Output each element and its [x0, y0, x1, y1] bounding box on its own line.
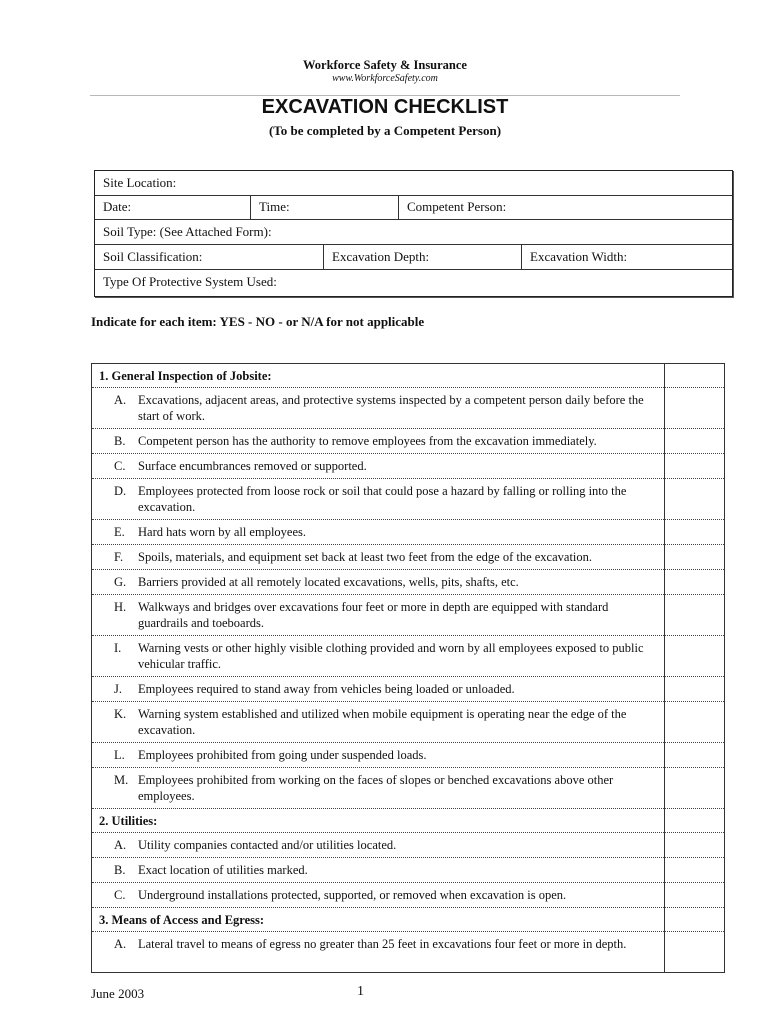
item-letter: E.: [114, 525, 125, 539]
checklist-item: [92, 743, 664, 768]
protective-system-row: [95, 270, 732, 296]
checklist-item: [92, 833, 664, 858]
checklist-item: [92, 636, 664, 677]
section-title: 1. General Inspection of Jobsite:: [99, 369, 272, 383]
section-title: 2. Utilities:: [99, 814, 158, 828]
date-time-row: [95, 195, 732, 220]
checklist-item: [92, 454, 664, 479]
site-location-row: [95, 171, 732, 196]
item-text: Warning system established and utilized when mobile equipment is operating near the edge of the excavation.: [138, 707, 627, 737]
soil-classification-field[interactable]: Soil Classification:: [103, 249, 203, 264]
organization-name: Workforce Safety & Insurance: [303, 58, 467, 72]
checklist-item: [92, 595, 664, 636]
item-text: Utility companies contacted and/or utilities located.: [138, 838, 397, 852]
checklist-item: [92, 858, 664, 883]
protective-system-field[interactable]: Type Of Protective System Used:: [103, 274, 277, 289]
excavation-width-field[interactable]: Excavation Width:: [521, 245, 732, 269]
answer-cell[interactable]: [664, 932, 724, 973]
item-text: Warning vests or other highly visible clothing provided and worn by all employees exposed to public vehicular traffic.: [138, 641, 644, 671]
answer-cell[interactable]: [664, 545, 724, 570]
item-letter: C.: [114, 888, 126, 902]
item-text: Employees prohibited from working on the faces of slopes or benched excavations above other employees.: [138, 773, 614, 803]
answer-cell[interactable]: [664, 768, 724, 809]
competent-person-field[interactable]: Competent Person:: [398, 195, 732, 219]
item-letter: I.: [114, 641, 122, 655]
date-field[interactable]: Date:: [103, 199, 132, 214]
checklist-item: [92, 570, 664, 595]
answer-cell[interactable]: [664, 702, 724, 743]
item-text: Exact location of utilities marked.: [138, 863, 308, 877]
site-location-field[interactable]: Site Location:: [103, 175, 177, 190]
item-text: Hard hats worn by all employees.: [138, 525, 307, 539]
answer-cell[interactable]: [664, 858, 724, 883]
item-text: Competent person has the authority to remove employees from the excavation immediately.: [138, 434, 597, 448]
answer-cell[interactable]: [664, 833, 724, 858]
item-letter: A.: [114, 393, 127, 407]
item-text: Employees prohibited from going under suspended loads.: [138, 748, 427, 762]
soil-type-row: [95, 220, 732, 245]
item-text: Walkways and bridges over excavations four feet or more in depth are equipped with standard guardrails and toeboards.: [138, 600, 609, 630]
item-letter: L.: [114, 748, 125, 762]
item-text: Excavations, adjacent areas, and protective systems inspected by a competent person daily before the start of work.: [138, 393, 644, 423]
item-letter: M.: [114, 773, 129, 787]
section-answer-cell: [664, 364, 724, 388]
section-heading: [92, 364, 664, 388]
item-letter: G.: [114, 575, 127, 589]
checklist-table: [91, 363, 725, 973]
answer-cell[interactable]: [664, 743, 724, 768]
answer-cell[interactable]: [664, 479, 724, 520]
checklist-item: [92, 702, 664, 743]
excavation-depth-field[interactable]: Excavation Depth:: [323, 245, 521, 269]
item-text: Surface encumbrances removed or supported.: [138, 459, 367, 473]
item-letter: D.: [114, 484, 127, 498]
item-letter: A.: [114, 838, 127, 852]
answer-cell[interactable]: [664, 636, 724, 677]
instruction-text: Indicate for each item: YES - NO - or N/A for not applicable: [91, 314, 425, 329]
section-heading: [92, 908, 664, 932]
page-subtitle: (To be completed by a Competent Person): [268, 123, 502, 138]
item-letter: B.: [114, 434, 126, 448]
checklist-item: [92, 388, 664, 429]
answer-cell[interactable]: [664, 520, 724, 545]
item-text: Employees protected from loose rock or soil that could pose a hazard by falling or rolling into the excavation.: [138, 484, 627, 514]
item-text: Spoils, materials, and equipment set back at least two feet from the edge of the excavation.: [138, 550, 593, 564]
item-text: Employees required to stand away from vehicles being loaded or unloaded.: [138, 682, 515, 696]
soil-classification-row: [95, 245, 732, 270]
answer-cell[interactable]: [664, 429, 724, 454]
section-answer-cell: [664, 908, 724, 932]
checklist-item: [92, 545, 664, 570]
checklist-item: [92, 932, 664, 973]
organization-url[interactable]: www.WorkforceSafety.com: [332, 73, 438, 84]
item-letter: J.: [114, 682, 122, 696]
item-text: Barriers provided at all remotely located excavations, wells, pits, shafts, etc.: [138, 575, 519, 589]
section-answer-cell: [664, 809, 724, 833]
item-letter: F.: [114, 550, 124, 564]
answer-cell[interactable]: [664, 454, 724, 479]
site-info-table: [94, 170, 733, 297]
checklist-item: [92, 479, 664, 520]
page-title: EXCAVATION CHECKLIST: [261, 96, 509, 118]
item-text: Lateral travel to means of egress no greater than 25 feet in excavations four feet or more in depth.: [138, 937, 627, 951]
time-field[interactable]: Time:: [250, 195, 398, 219]
checklist-item: [92, 429, 664, 454]
item-letter: H.: [114, 600, 127, 614]
checklist-item: [92, 768, 664, 809]
answer-cell[interactable]: [664, 595, 724, 636]
answer-cell[interactable]: [664, 388, 724, 429]
section-title: 3. Means of Access and Egress:: [99, 913, 265, 927]
checklist-item: [92, 677, 664, 702]
answer-cell[interactable]: [664, 883, 724, 908]
page-number: 1: [357, 984, 364, 999]
item-letter: C.: [114, 459, 126, 473]
answer-cell[interactable]: [664, 570, 724, 595]
soil-type-field[interactable]: Soil Type: (See Attached Form):: [103, 224, 272, 239]
item-letter: K.: [114, 707, 127, 721]
section-heading: [92, 809, 664, 833]
answer-cell[interactable]: [664, 677, 724, 702]
footer-date: June 2003: [91, 986, 145, 1001]
checklist-item: [92, 883, 664, 908]
item-letter: B.: [114, 863, 126, 877]
item-letter: A.: [114, 937, 127, 951]
checklist-item: [92, 520, 664, 545]
item-text: Underground installations protected, supported, or removed when excavation is open.: [138, 888, 567, 902]
